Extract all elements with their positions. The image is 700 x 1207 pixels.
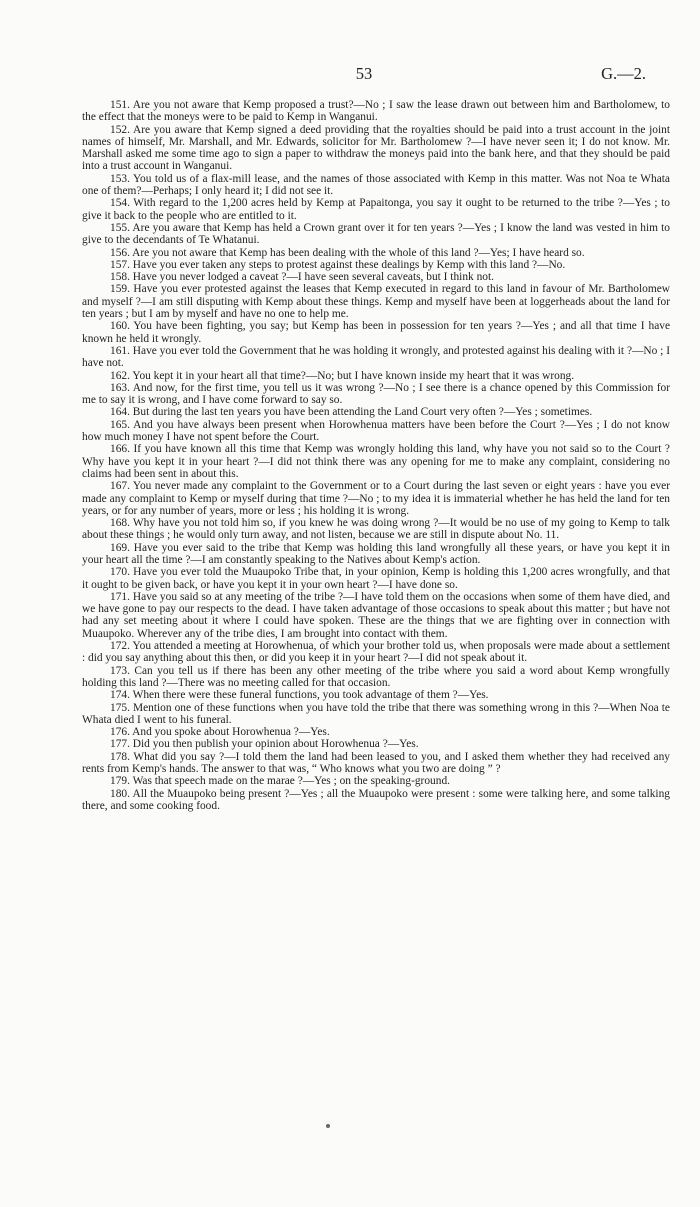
- paragraph-160: 160. You have been fighting, you say; but Kemp has been in possession for ten years ?—Yes ; and all that time I have known he held it wrongly.: [82, 320, 670, 345]
- paragraph-168: 168. Why have you not told him so, if you knew he was doing wrong ?—It would be no use of my going to Kemp to talk about these things ; he would only turn away, and not listen, because we are still in dispute about No. 11.: [82, 517, 670, 542]
- paragraph-164: 164. But during the last ten years you have been attending the Land Court very often ?—Yes ; sometimes.: [110, 406, 593, 419]
- paragraph-177: 177. Did you then publish your opinion about Horowhenua ?—Yes.: [110, 738, 419, 751]
- paragraph-162: 162. You kept it in your heart all that time?—No; but I have known inside my heart that it was wrong.: [110, 369, 575, 382]
- paragraph-169: 169. Have you ever said to the tribe that Kemp was holding this land wrongfully all these years, or have you kept it in your heart all the time ?—I am constantly speaking to the Natives about Kemp's action.: [82, 541, 670, 566]
- paragraph-174: 174. When there were these funeral functions, you took advantage of them ?—Yes.: [110, 689, 489, 702]
- paragraph-159: 159. Have you ever protested against the leases that Kemp executed in regard to this land in favour of Mr. Bartholomew and myself ?—I am still disputing with Kemp about these things. Kemp and myself have been at loggerheads about the land for ten years ; but I am by myself and have no one to help me.: [82, 283, 670, 321]
- paragraph-179: 179. Was that speech made on the marae ?—Yes ; on the speaking-ground.: [110, 775, 450, 788]
- paragraph-180: 180. All the Muaupoko being present ?—Yes ; all the Muaupoko were present : some were talking here, and some talking there, and some cooking food.: [82, 787, 670, 812]
- paragraph-165: 165. And you have always been present when Horowhenua matters have been before the Court ?—Yes ; I do not know how much money I have not spent before the Court.: [82, 418, 670, 444]
- paragraph-161: 161. Have you ever told the Government that he was holding it wrongly, and protested against his dealing with it ?—No ; I have not.: [82, 344, 670, 370]
- paragraph-153: 153. You told us of a flax-mill lease, and the names of those associated with Kemp in this matter. Was not Noa te Whata one of them?—Perhaps; I only heard it; I did not see it.: [82, 172, 670, 198]
- paragraph-171: 171. Have you said so at any meeting of the tribe ?—I have told them on the occasions when some of them have died, and we have gone to pay our respects to the dead. I have taken advantage of those occasions to speak about this matter ; but have not had any set meeting about it where I could have spoken. These are the things that we are fighting over in connection with Muaupoko. Wherever any of the tribe dies, I am brought into contact with them.: [82, 590, 670, 640]
- paragraph-152: 152. Are you aware that Kemp signed a deed providing that the royalties should be paid into a trust account in the joint names of himself, Mr. Marshall, and Mr. Edwards, solicitor for Mr. Bartholomew ?—I have never seen it; I do not know. Mr. Marshall asked me some time ago to sign a paper to withdraw the moneys paid into the bank here, and that they should be paid into a trust account in Wanganui.: [82, 123, 670, 173]
- paragraph-176: 176. And you spoke about Horowhenua ?—Yes.: [110, 726, 330, 739]
- paragraph-156: 156. Are you not aware that Kemp has been dealing with the whole of this land ?—Yes; I have heard so.: [110, 246, 585, 259]
- paragraph-166: 166. If you have known all this time that Kemp was wrongly holding this land, why have you not said so to the Court ? Why have you kept it in your heart ?—I did not think there was any opening for me to make any complaint, considering no claims had been sent in about this.: [82, 443, 670, 480]
- paragraph-158: 158. Have you never lodged a caveat ?—I have seen several caveats, but I think not.: [110, 271, 494, 284]
- paragraph-173: 173. Can you tell us if there has been any other meeting of the tribe where you said a word about Kemp wrongfully holding this land ?—There was no meeting called for that occasion.: [82, 664, 670, 689]
- paragraph-154: 154. With regard to the 1,200 acres held by Kemp at Papaitonga, you say it ought to be returned to the tribe ?—Yes ; to give it back to the people who are entitled to it.: [82, 197, 670, 222]
- series-code: G.—2.: [601, 64, 646, 83]
- paragraph-172: 172. You attended a meeting at Horowhenua, of which your brother told us, when proposals were made about a settlement : did you say anything about this then, or did you keep it in your heart ?—I did not speak about it.: [82, 640, 670, 665]
- testimony-body: [82, 99, 670, 812]
- paragraph-170: 170. Have you ever told the Muaupoko Tribe that, in your opinion, Kemp is holding this 1,200 acres wrongfully, and that it ought to be given back, or have you kept it in your own heart ?—I have done so.: [82, 566, 670, 591]
- paragraph-178: 178. What did you say ?—I told them the land had been leased to you, and I asked them whether they had received any rents from Kemp's hands. The answer to that was, “ Who knows what you two are doing ” ?: [82, 750, 670, 776]
- footer-dot: [326, 1124, 330, 1128]
- page-number: 53: [355, 64, 373, 83]
- paragraph-167: 167. You never made any complaint to the Government or to a Court during the last seven or eight years : have you ever made any complaint to Kemp or myself during that time ?—No ; to my idea it is immaterial whether he has held the land for ten years, or for any number of years, more or less ; his holding it is wrong.: [82, 480, 670, 517]
- paragraph-163: 163. And now, for the first time, you tell us it was wrong ?—No ; I see there is a chance opened by this Commission for me to say it is wrong, and I have come forward to say so.: [82, 381, 670, 407]
- paragraph-155: 155. Are you aware that Kemp has held a Crown grant over it for ten years ?—Yes ; I know the land was vested in him to give to the decendants of Te Whatanui.: [82, 221, 670, 247]
- page-header: [82, 64, 646, 84]
- paragraph-157: 157. Have you ever taken any steps to protest against these dealings by Kemp with this land ?—No.: [110, 258, 566, 271]
- paragraph-151: 151. Are you not aware that Kemp proposed a trust?—No ; I saw the lease drawn out between him and Bartholomew, to the effect that the moneys were to be paid to Kemp in Wanganui.: [82, 99, 670, 124]
- paragraph-175: 175. Mention one of these functions when you have told the tribe that there was something wrong in this ?—When Noa te Whata died I went to his funeral.: [82, 701, 670, 726]
